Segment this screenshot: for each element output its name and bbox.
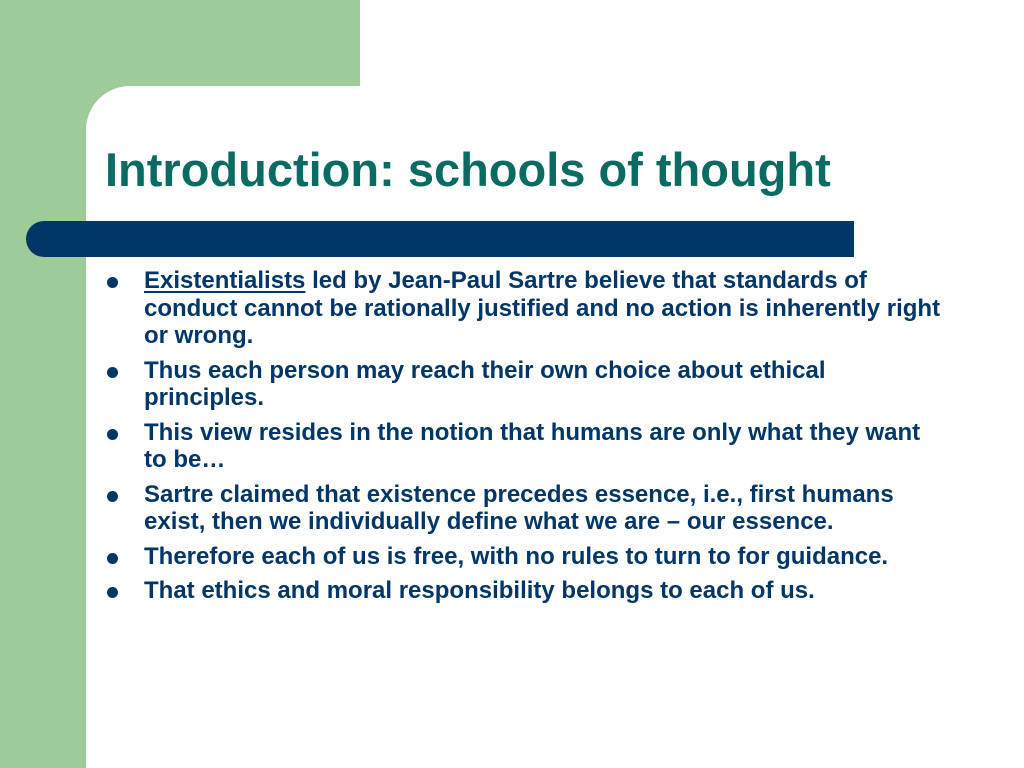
bullet-dot-icon [107,587,118,598]
bullet-text: This view resides in the notion that humans are only what they want to be… [144,418,921,473]
bullet-dot-icon [107,491,118,502]
bullet-item [105,481,945,536]
bullet-text: led by Jean-Paul Sartre believe that standards of conduct cannot be rationally justified and no action is inherently right or wrong. [144,267,941,349]
bullet-dot-icon [107,367,118,378]
bullet-text: Sartre claimed that existence precedes essence, i.e., first humans exist, then we individually define what we are – our essence. [144,480,894,535]
title-underline-bar [26,221,854,257]
bullet-item [105,543,945,571]
bullet-item [105,357,945,412]
slide-title: Introduction: schools of thought [105,143,831,196]
bullet-item [105,419,945,474]
bullet-dot-icon [107,553,118,564]
bullet-text: Therefore each of us is free, with no rules to turn to for guidance. [144,542,889,570]
existentialists-link[interactable]: Existentialists [144,267,306,294]
bullet-item [105,577,945,605]
bullet-dot-icon [107,429,118,440]
bullet-list [105,267,945,612]
bullet-text: That ethics and moral responsibility belongs to each of us. [144,577,815,604]
bullet-text: Thus each person may reach their own choice about ethical principles. [144,356,826,411]
bullet-dot-icon [107,277,118,288]
bullet-item [105,267,945,350]
